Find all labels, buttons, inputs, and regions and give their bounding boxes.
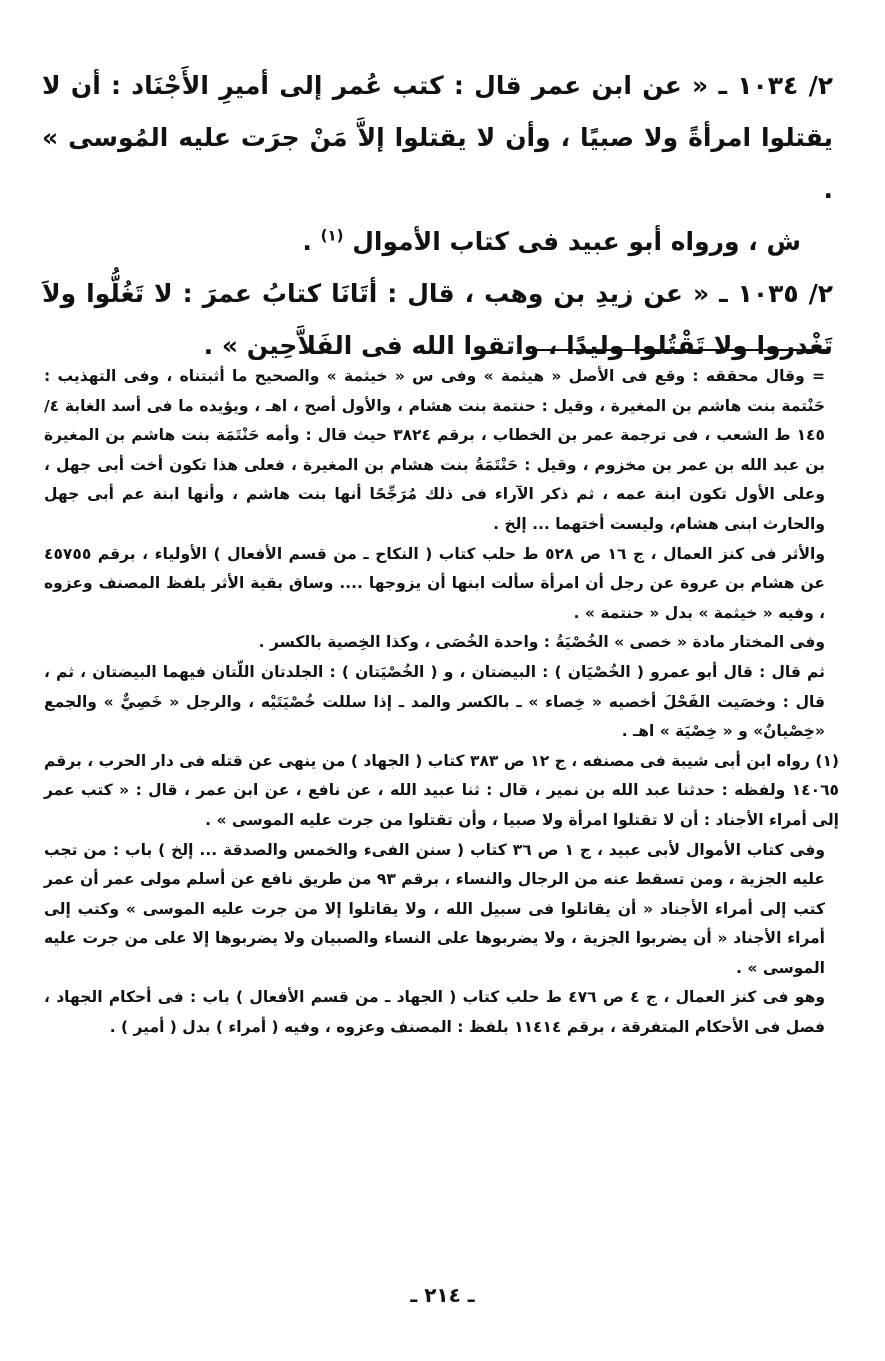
page-number: ـ ٢١٤ ـ <box>410 1283 475 1307</box>
footnote-mukhtar-definition: وفى المختار مادة « خصى » الخُصْيَةُ : واحدة الخُصَى ، وكذا الخِصية بالكسر . <box>258 633 825 652</box>
footnote-1-amwal: وفى كتاب الأموال لأبى عبيد ، ج ١ ص ٣٦ كتاب ( سنن الفىء والخمس والصدقة ... إلخ ) باب : من تجب عليه الجزية ، ومن تسقط عنه من الرجال والنساء ، برقم ٩٣ من طريق نافع عن أسلم مولى عمر أن عمر كتب إلى أمراء الأجناد « أن يقاتلوا فى سبيل الله ، ولا يقاتلوا إلا من جرت عليه الموسى » وكتب إلى أمراء الأجناد « أن يضربوا الجزية ، ولا يضربوها على النساء والصبيان ولا يضربوها إلا على من جرت عليه الموسى » . <box>44 840 825 977</box>
footnote-continuation: = وقال محققه : وقع فى الأصل « هيثمة » وفى س « خيثمة » والصحيح ما أثبتناه ، وفى التهذيب : حَنْتمة بنت هاشم بن المغيرة ، وقيل : حنتمة بنت هشام ، والأول أصح ، اهـ ، ويؤيده ما فى أسد الغابة ٤/ ١٤٥ ط الشعب ، فى ترجمة عمر بن الخطاب ، برقم ٣٨٢٤ حيث قال : وأمه حَنْتَمَة بنت هاشم بن المغيرة بن عبد الله بن عمر بن مخزوم ، وقيل : حَنْتَمَةُ بنت هشام بن المغيرة ، فعلى هذا تكون أخت أبى جهل ، وعلى الأول تكون ابنة عمه ، ثم ذكر الآراء فى ذلك مُرَجِّحًا أنها بنت هاشم ، وأنها ابنة عم أبى جهل والحارث ابنى هشام، وليست أختهما ... إلخ . <box>44 367 825 533</box>
sharh-end: . <box>302 227 321 256</box>
sharh-text: ش ، ورواه أبو عبيد فى كتاب الأموال <box>352 227 801 256</box>
footnote-1-kanz: وهو فى كنز العمال ، ج ٤ ص ٤٧٦ ط حلب كتاب ( الجهاد ـ من قسم الأفعال ) باب : فى أحكام الجهاد ، فصل فى الأحكام المتفرقة ، برقم ١١٤١٤ بلفظ : المصنف وعزوه ، وفيه ( أمراء ) بدل ( أمير ) . <box>44 988 825 1037</box>
footnote-kanz-reference: والأثر فى كنز العمال ، ج ١٦ ص ٥٢٨ ط حلب كتاب ( النكاح ـ من قسم الأفعال ) الأولياء ، برقم ٤٥٧٥٥ عن هشام بن عروة عن رجل أن امرأة سألت ابنها أن يزوجها .... وساق بقية الأثر بلفظ المصنف وعزوه ، وفيه « خيثمة » بدل « حنتمة » . <box>44 544 825 622</box>
hadith-1035: ٢/ ١٠٣٥ ـ « عن زيدِ بن وهب ، قال : أتَانَا كتابُ عمرَ : لا تَغُلُّوا ولاَ تَغْدروا ولا تَقْتُلوا وليدًا ، واتقوا الله فى الفَلاَّحِين » . <box>42 279 834 360</box>
footnote-1: (١) رواه ابن أبى شيبة فى مصنفه ، ج ١٢ ص ٣٨٣ كتاب ( الجهاد ) من ينهى عن قتله فى دار الحرب ، برقم ١٤٠٦٥ ولفظه : حدثنا عبد الله بن نمير ، قال : ثنا عبيد الله ، عن نافع ، عن ابن عمر ، قال : « كتب عمر إلى أمراء الأجناد : أن لا تقتلوا امرأة ولا صبيا ، وأن تقتلوا من جرت عليه الموسى » . <box>44 751 839 829</box>
hadith-1034: ٢/ ١٠٣٤ ـ « عن ابن عمر قال : كتب عُمر إلى أميرِ الأَجْنَاد : أن لا يقتلوا امرأةً ولا صبيًا ، وأن لا يقتلوا إلاَّ مَنْ جرَت عليه المُوسى » . <box>42 71 833 204</box>
main-text <box>42 60 833 372</box>
sharh-note <box>42 216 833 268</box>
footnote-separator <box>532 349 828 351</box>
footnote-mukhtar-continuation: ثم قال : قال أبو عمرو ( الخُصْيَان ) : البيضتان ، و ( الخُصْيَتان ) : الجلدتان اللّتان فيهما البيضتان ، ثم ، قال : وخصَيت الفَحْلَ أخصيه « خِصاء » ـ بالكسر والمد ـ إذا سللت خُصْيَتَيْه ، والرجل « خَصِيٌّ » والجمع «خِصْيانٌ» و « خِصْيَة » اهـ . <box>44 662 825 741</box>
footnote-ref-1[interactable]: (١) <box>320 226 344 245</box>
footnotes <box>44 362 839 1043</box>
